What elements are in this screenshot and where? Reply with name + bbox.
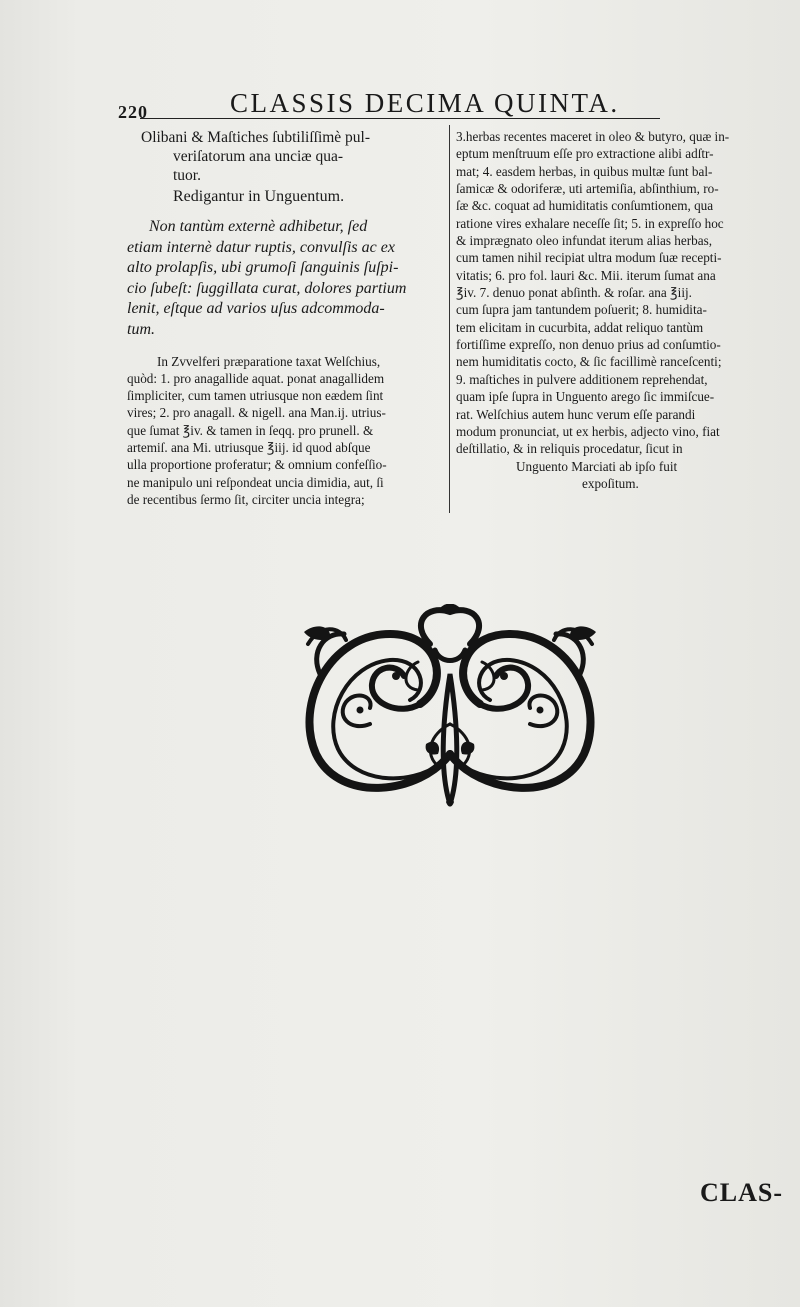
closing-line: expoſitum.: [582, 475, 639, 491]
baroque-scroll-ornament-icon: [300, 604, 600, 810]
text-line: quam ipſe ſupra in Unguento arego ſic immiſcue-: [456, 389, 715, 405]
note-line: vires; 2. pro anagall. & nigell. ana Man.ij. utrius-: [127, 405, 386, 421]
note-line: In Zvvelferi præparatione taxat Welſchius,: [157, 353, 381, 369]
text-line: 9. maſtiches in pulvere additionem reprehendat,: [456, 371, 708, 387]
italic-line: alto prolapſis, ubi grumoſi ſanguinis ſuſpi-: [127, 259, 399, 277]
note-line: ſimpliciter, cum tamen utriusque non eædem ſint: [127, 388, 384, 404]
text-line: 3.herbas recentes maceret in oleo & butyro, quæ in-: [456, 129, 730, 144]
note-line: que ſumat ℥iv. & tamen in ſeqq. pro prunell. &: [127, 422, 374, 438]
italic-line: etiam internè datur ruptis, convulſis ac ex: [127, 238, 395, 256]
italic-line: lenit, eſtque ad varios uſus adcommoda-: [127, 300, 385, 318]
formula-title: Redigantur in Unguentum.: [173, 188, 345, 205]
note-line: ulla proportione proferatur; & omnium confeſſio-: [127, 457, 387, 473]
note-line: ne manipulo uni reſpondeat uncia dimidia, aut, ſi: [127, 474, 384, 490]
right-column: [456, 128, 770, 492]
catchword: CLAS-: [700, 1178, 784, 1207]
text-line: cum tamen nihil recipiat ultra modum ſuæ recepti-: [456, 250, 722, 266]
text-line: vitatis; 6. pro fol. lauri &c. Mii. iterum ſumat ana: [456, 267, 716, 283]
text-line: tem elicitam in cucurbita, addat reliquo tantùm: [456, 319, 704, 335]
note-paragraph: [127, 353, 445, 509]
page-header: [118, 88, 650, 122]
text-line: ℥iv. 7. denuo ponat abſinth. & roſar. ana ℥iij.: [456, 285, 692, 301]
note-line: artemiſ. ana Mi. utriusque ℥iij. id quod abſque: [127, 440, 371, 456]
running-head: CLASSIS DECIMA QUINTA.: [230, 88, 620, 118]
text-line: ſæ &c. coquat ad humiditatis conſumtionem, qua: [456, 198, 714, 214]
text-line: ſamicæ & odoriferæ, uti artemiſia, abſinthium, ro-: [456, 181, 719, 197]
text-line: mat; 4. easdem herbas, in quibus multæ ſunt bal-: [456, 163, 713, 179]
right-paragraph: [456, 128, 770, 492]
formula-line: tuor.: [173, 167, 201, 184]
note-line: quòd: 1. pro anagallide aquat. ponat anagallidem: [127, 370, 385, 386]
text-line: modum pronunciat, ut ex herbis, adjecto vino, fiat: [456, 423, 720, 439]
text-line: deſtillatio, & in reliquis procedatur, ſicut in: [456, 441, 683, 457]
page-number: 220: [118, 102, 148, 122]
italic-line: Non tantùm externè adhibetur, ſed: [149, 218, 368, 235]
header-rule: [140, 118, 660, 119]
text-line: rat. Welſchius autem hunc verum eſſe parandi: [456, 406, 696, 422]
formula-line: Olibani & Maſtiches ſubtiliſſimè pul-: [141, 129, 371, 146]
text-line: eptum menſtruum eſſe pro extractione alibi adſtr-: [456, 146, 714, 162]
note-line: de recentibus ſermo ſit, circiter uncia integra;: [127, 491, 365, 507]
italic-line: cio ſubeſt: ſuggillata curat, dolores partium: [127, 279, 407, 297]
text-line: ratione vires exhalare neceſſe ſit; 5. in expreſſo hoc: [456, 215, 724, 231]
closing-line: Unguento Marciati ab ipſo fuit: [516, 458, 678, 474]
italic-line: tum.: [127, 320, 155, 338]
text-line: fortiſſime expreſſo, non denuo prius ad conſumtio-: [456, 337, 721, 353]
column-divider: [449, 125, 450, 513]
text-line: & imprægnato oleo infundat iterum alias herbas,: [456, 233, 712, 249]
formula-line: veriſatorum ana unciæ qua-: [173, 148, 344, 165]
ornament-svg: [300, 604, 600, 810]
text-line: cum ſupra jam tantundem poſuerit; 8. humidita-: [456, 302, 707, 318]
text-line: nem humiditatis coctо, & ſic facillimè ranceſcenti;: [456, 354, 722, 370]
left-column: [127, 128, 445, 508]
italic-paragraph: [127, 217, 445, 341]
